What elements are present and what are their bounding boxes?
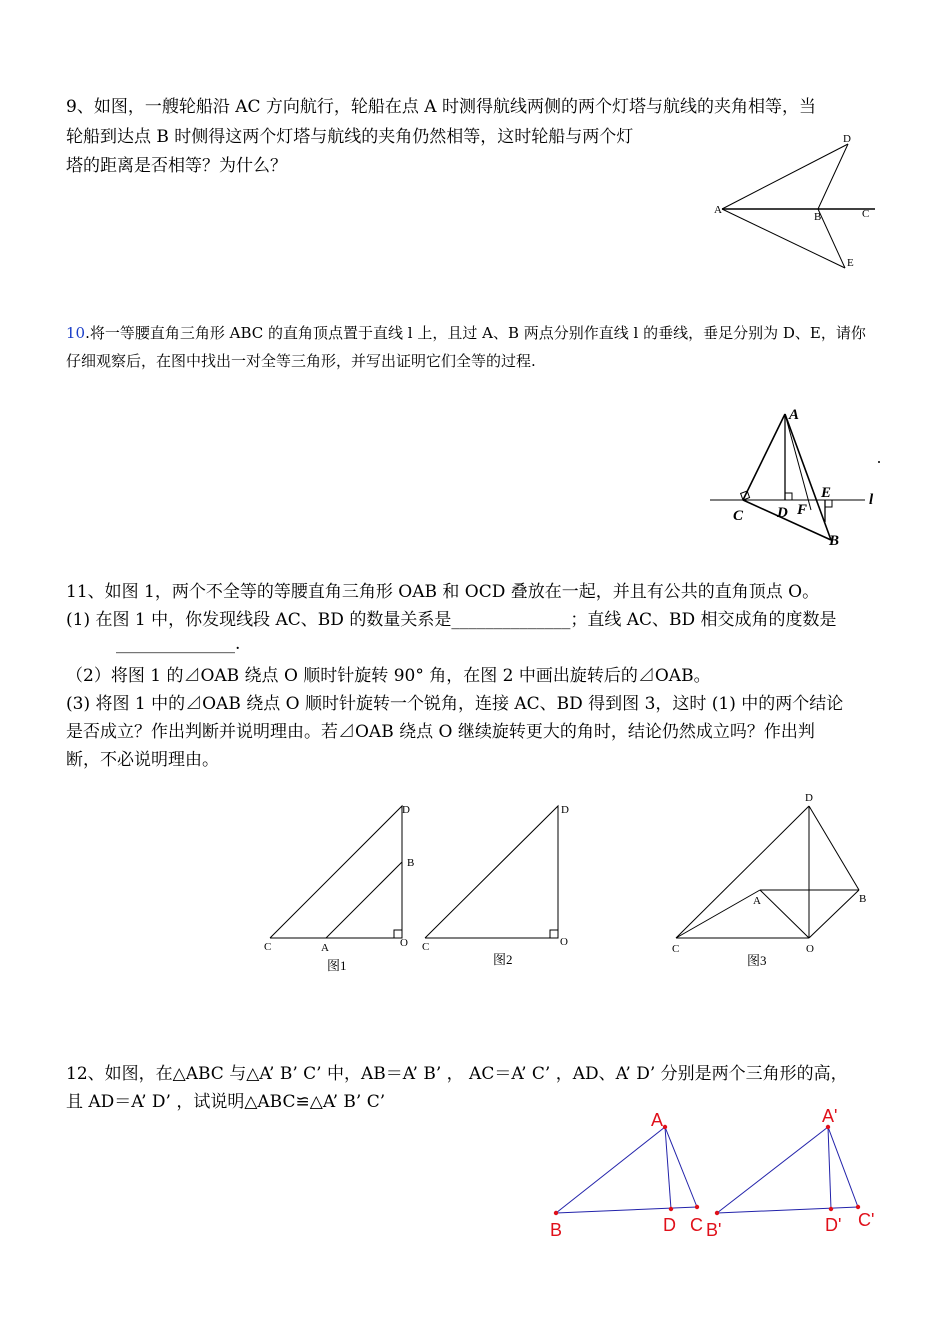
q12-text-line2: 且 AD＝A’ D’ ，试说明△ABC≌△A’ B’ C’	[66, 1092, 386, 1112]
q10-label-a: A	[789, 407, 800, 423]
q9-label-e: E	[847, 257, 854, 269]
q11-text-line4: （2）将图 1 的⊿OAB 绕点 O 顺时针旋转 90° 角，在图 2 中画出旋转后的⊿OAB。	[66, 666, 711, 686]
q12-label-d-prime: D'	[825, 1215, 842, 1235]
fig1-label-d: D	[402, 804, 410, 816]
fig3-caption: 图3	[747, 953, 767, 968]
q10-text-line1	[66, 322, 866, 343]
fig3-label-c: C	[672, 943, 680, 955]
q12-label-d: D	[663, 1215, 676, 1235]
fig1-label-a: A	[321, 942, 329, 954]
fig2-caption: 图2	[493, 952, 513, 967]
q12-label-a: A	[651, 1110, 664, 1130]
q12-label-b-prime: B'	[706, 1220, 722, 1240]
q11-text-line3: ______________.	[116, 634, 241, 654]
q12-label-c: C	[690, 1215, 703, 1235]
q9-text-line3: 塔的距离是否相等？为什么？	[66, 156, 287, 176]
q12-figure	[540, 1100, 900, 1250]
q9-label-b: B	[814, 211, 822, 223]
q11-text-line1: 11、如图 1，两个不全等的等腰直角三角形 OAB 和 OCD 叠放在一起，并且有公共的直角顶点 O。	[66, 582, 820, 602]
fig3-label-d: D	[805, 792, 813, 804]
fig1-caption: 图1	[327, 958, 347, 973]
fig2-label-d: D	[561, 804, 569, 816]
q9-figure	[700, 128, 900, 278]
q12-label-c-prime: C'	[858, 1210, 875, 1230]
q12-label-a-prime: A'	[822, 1106, 838, 1126]
q9-text-line1: 9、如图，一艘轮船沿 AC 方向航行，轮船在点 A 时测得航线两侧的两个灯塔与航线的夹角相等，当	[66, 97, 816, 117]
q9-label-c: C	[862, 208, 870, 220]
q10-label-b: B	[829, 533, 840, 549]
q10-number: 10	[66, 324, 86, 342]
q10-label-c: C	[733, 508, 744, 524]
q9-text-line2: 轮船到达点 B 时侧得这两个灯塔与航线的夹角仍然相等，这时轮船与两个灯	[66, 127, 634, 147]
q10-label-l: l	[869, 492, 874, 508]
fig3-label-b: B	[859, 893, 867, 905]
q10-label-e: E	[821, 485, 832, 501]
fig2-label-c: C	[422, 941, 430, 953]
fig3-label-a: A	[753, 895, 761, 907]
q9-label-a: A	[714, 204, 722, 216]
q10-label-f: F	[797, 502, 808, 518]
q10-figure	[705, 400, 885, 550]
fig1-label-o: O	[400, 937, 408, 949]
fig3-label-o: O	[806, 943, 814, 955]
q10-label-d: D	[777, 505, 788, 521]
q12-text-line1: 12、如图，在△ABC 与△A’ B’ C’ 中，AB＝A’ B’ ， AC＝A’ C’ ，AD、A’ D’ 分别是两个三角形的高，	[66, 1064, 848, 1084]
fig1-label-b: B	[407, 857, 415, 869]
fig1-label-c: C	[264, 941, 272, 953]
q11-text-line7: 断，不必说明理由。	[66, 750, 219, 770]
q11-figures	[0, 780, 950, 980]
q11-text-line2: (1) 在图 1 中，你发现线段 AC、BD 的数量关系是______________；直线 AC、BD 相交成角的度数是	[66, 610, 837, 630]
fig2-label-o: O	[560, 936, 568, 948]
q11-text-line6: 是否成立？作出判断并说明理由。若⊿OAB 绕点 O 继续旋转更大的角时，结论仍然成立吗？作出判	[66, 722, 815, 742]
q10-text-line1-body: .将一等腰直角三角形 ABC 的直角顶点置于直线 l 上，且过 A、B 两点分别作直线 l 的垂线，垂足分别为 D、E，请你	[85, 324, 866, 342]
q11-text-line5: (3) 将图 1 中的⊿OAB 绕点 O 顺时针旋转一个锐角，连接 AC、BD 得到图 3，这时 (1) 中的两个结论	[66, 694, 844, 714]
q10-text-line2: 仔细观察后，在图中找出一对全等三角形，并写出证明它们全等的过程.	[66, 352, 536, 370]
q9-label-d: D	[843, 133, 851, 145]
q12-label-b: B	[550, 1220, 563, 1240]
